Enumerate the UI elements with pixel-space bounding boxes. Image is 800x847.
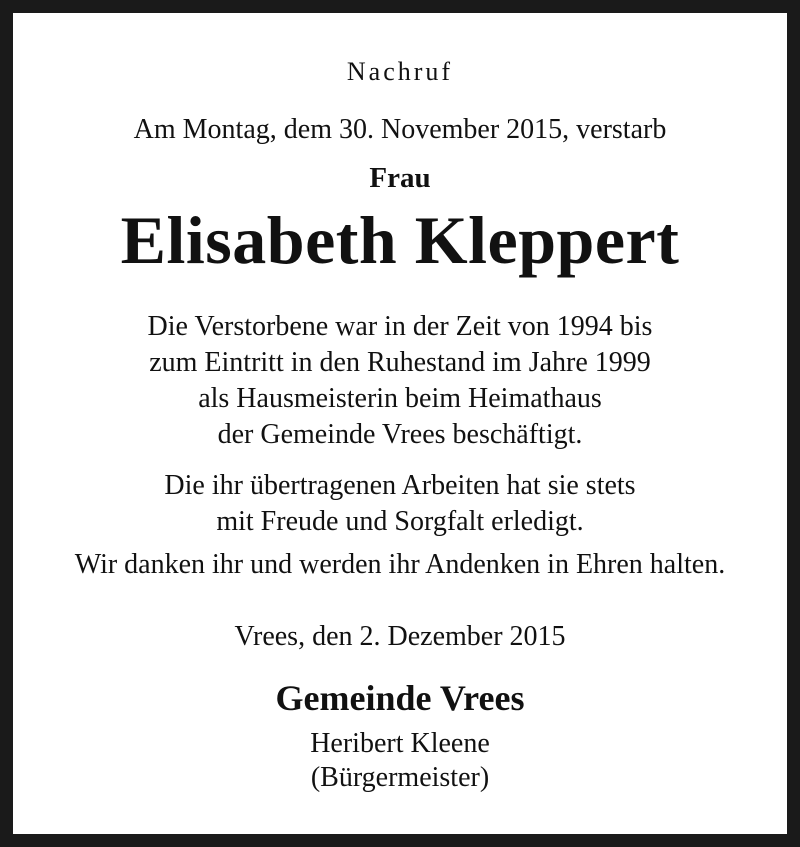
organization-name: Gemeinde Vrees [275, 678, 525, 718]
signer-name: Heribert Kleene [310, 728, 490, 759]
signer-title: (Bürgermeister) [310, 762, 490, 793]
text-line: der Gemeinde Vrees beschäftigt. [217, 419, 583, 450]
text-line: zum Eintritt in den Ruhestand im Jahre 1999 [149, 347, 651, 378]
text-line: mit Freude und Sorgfalt erledigt. [216, 506, 584, 537]
text-line: Die Verstorbene war in der Zeit von 1994 bis [147, 311, 653, 342]
thanks-paragraph [13, 547, 787, 583]
place-and-date: Vrees, den 2. Dezember 2015 [234, 621, 566, 652]
employment-paragraph [13, 309, 787, 453]
notice-heading: Nachruf [346, 57, 454, 86]
death-announcement: Am Montag, dem 30. November 2015, verstarb [133, 114, 667, 145]
tribute-paragraph [13, 468, 787, 540]
deceased-name: Elisabeth Kleppert [120, 202, 680, 278]
text-line: als Hausmeisterin beim Heimathaus [198, 383, 602, 414]
text-line: Wir danken ihr und werden ihr Andenken in Ehren halten. [74, 549, 726, 580]
text-line: Die ihr übertragenen Arbeiten hat sie stets [164, 470, 636, 501]
salutation: Frau [369, 162, 431, 194]
